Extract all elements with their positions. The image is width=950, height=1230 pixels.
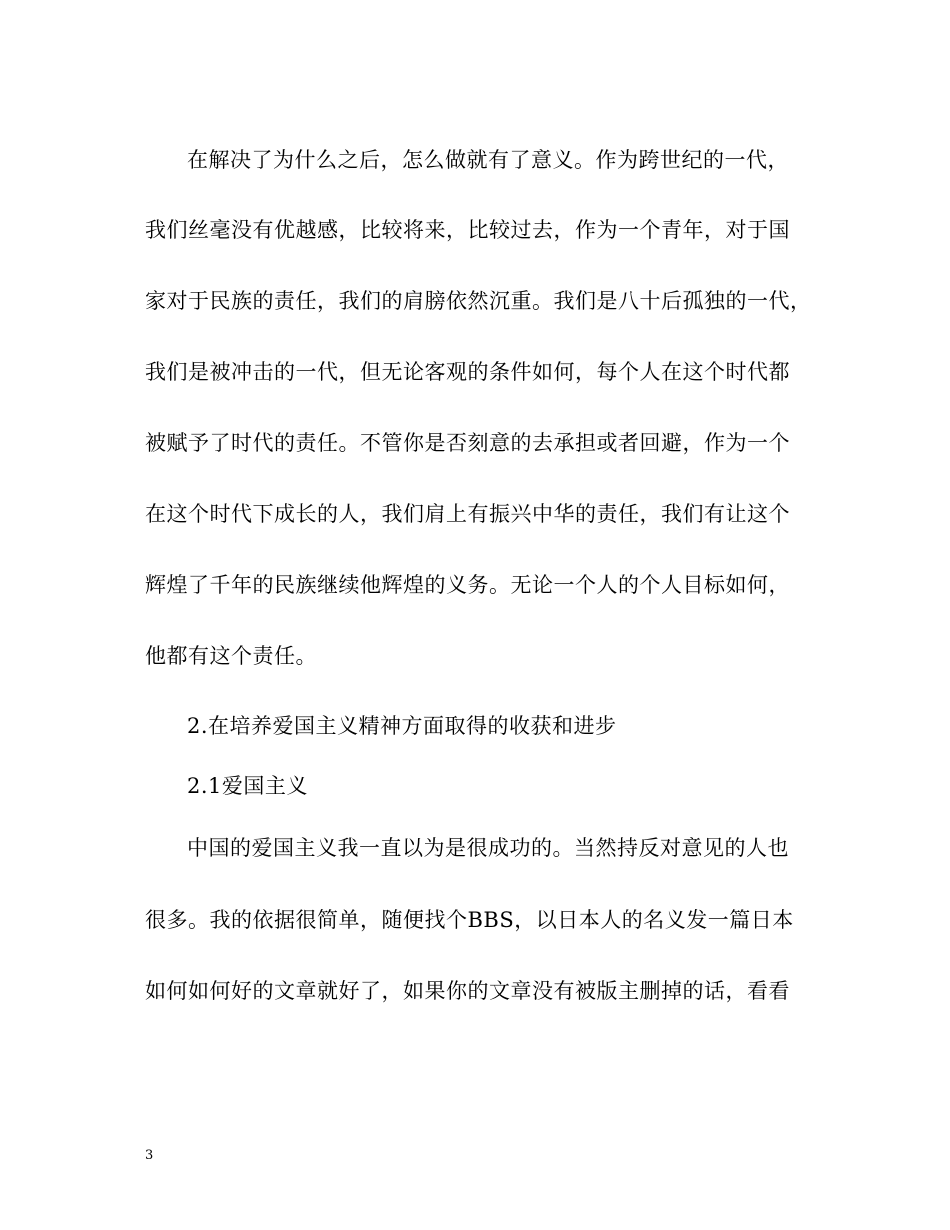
paragraph1-line-4: 我们是被冲击的一代，但无论客观的条件如何，每个人在这个时代都 bbox=[145, 360, 790, 384]
paragraph1-line-1: 在解决了为什么之后，怎么做就有了意义。作为跨世纪的一代， bbox=[187, 148, 789, 172]
paragraph2-line-3: 如何如何好的文章就好了，如果你的文章没有被版主删掉的话，看看 bbox=[145, 979, 790, 1003]
paragraph1-line-3: 家对于民族的责任，我们的肩膀依然沉重。我们是八十后孤独的一代， bbox=[145, 289, 812, 313]
page-number: 3 bbox=[145, 1148, 154, 1163]
paragraph1-line-5: 被赋予了时代的责任。不管你是否刻意的去承担或者回避，作为一个 bbox=[145, 431, 790, 455]
section-heading-2-1: 2.1爱国主义 bbox=[187, 774, 308, 798]
paragraph2-line-2: 很多。我的依据很简单，随便找个BBS，以日本人的名义发一篇日本 bbox=[145, 908, 794, 932]
paragraph1-line-2: 我们丝毫没有优越感，比较将来，比较过去，作为一个青年，对于国 bbox=[145, 218, 790, 242]
paragraph1-line-7: 辉煌了千年的民族继续他辉煌的义务。无论一个人的个人目标如何， bbox=[145, 573, 790, 597]
section-heading-2: 2.在培养爱国主义精神方面取得的收获和进步 bbox=[187, 714, 617, 738]
paragraph1-line-6: 在这个时代下成长的人，我们肩上有振兴中华的责任，我们有让这个 bbox=[145, 502, 790, 526]
paragraph2-line-1: 中国的爱国主义我一直以为是很成功的。当然持反对意见的人也 bbox=[187, 836, 789, 860]
paragraph1-line-8: 他都有这个责任。 bbox=[145, 644, 317, 668]
